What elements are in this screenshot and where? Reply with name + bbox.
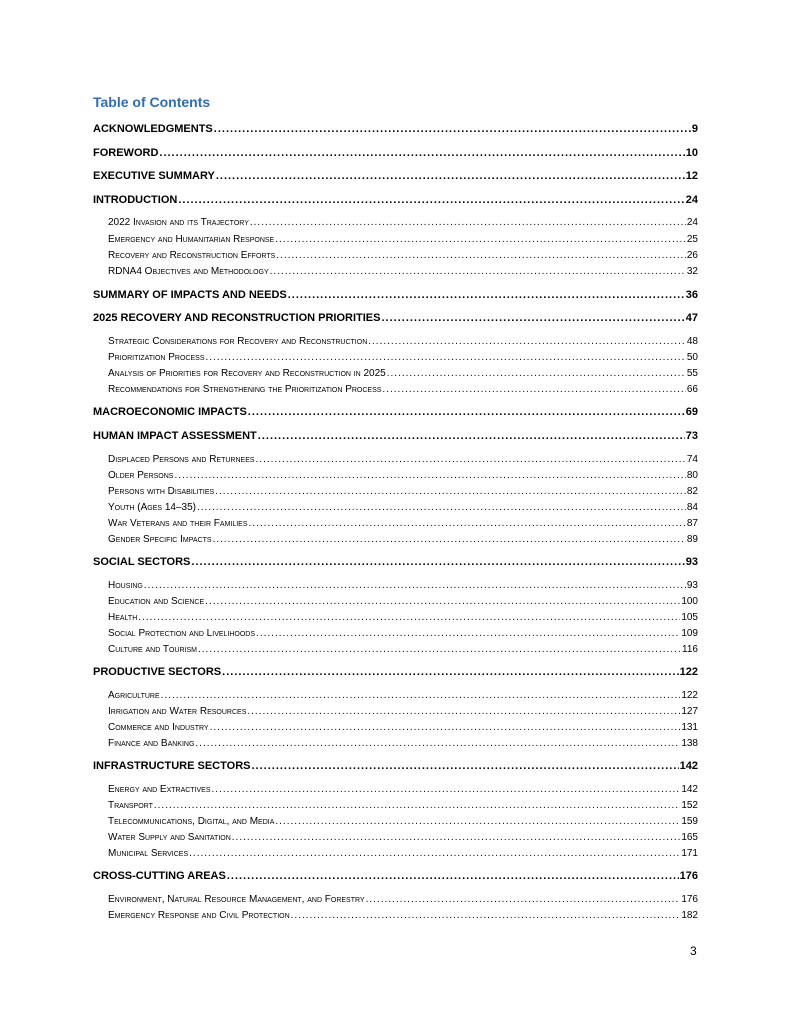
toc-section-entry[interactable] bbox=[93, 404, 698, 418]
toc-dot-leader bbox=[189, 848, 680, 859]
toc-entry-title: Social Protection and Livelihoods bbox=[108, 628, 256, 639]
toc-subsection-entry[interactable] bbox=[93, 704, 698, 717]
toc-dot-leader bbox=[276, 250, 686, 261]
toc-subsection-entry[interactable] bbox=[93, 782, 698, 795]
toc-dot-leader bbox=[197, 502, 686, 513]
toc-subsection-entry[interactable] bbox=[93, 232, 698, 245]
toc-dot-leader bbox=[275, 234, 686, 245]
toc-dot-leader bbox=[232, 832, 681, 843]
toc-section-entry[interactable] bbox=[93, 168, 698, 182]
toc-subsection-entry[interactable] bbox=[93, 452, 698, 465]
toc-dot-leader bbox=[275, 816, 680, 827]
toc-dot-leader bbox=[215, 486, 686, 497]
toc-page-number: 36 bbox=[685, 289, 698, 301]
page-number: 3 bbox=[690, 944, 697, 958]
toc-dot-leader bbox=[178, 194, 684, 206]
toc-dot-leader bbox=[381, 312, 684, 324]
toc-section-entry[interactable] bbox=[93, 121, 698, 135]
toc-page-number: 50 bbox=[686, 352, 698, 363]
toc-subsection-entry[interactable] bbox=[93, 610, 698, 623]
toc-page-number: 142 bbox=[681, 784, 698, 795]
toc-entry-title: Telecommunications, Digital, and Media bbox=[108, 816, 275, 827]
toc-entry-title: Gender Specific Impacts bbox=[108, 534, 212, 545]
toc-page-number: 26 bbox=[686, 250, 698, 261]
toc-entry-title: MACROECONOMIC IMPACTS bbox=[93, 406, 247, 418]
toc-entry-title: RDNA4 Objectives and Methodology bbox=[108, 266, 269, 277]
toc-subsection-entry[interactable] bbox=[93, 736, 698, 749]
toc-subsection-entry[interactable] bbox=[93, 264, 698, 277]
toc-entry-title: War Veterans and their Families bbox=[108, 518, 248, 529]
toc-dot-leader bbox=[138, 612, 680, 623]
toc-subsection-entry[interactable] bbox=[93, 814, 698, 827]
toc-section-entry[interactable] bbox=[93, 758, 698, 772]
toc-entry-title: Persons with Disabilities bbox=[108, 486, 215, 497]
toc-section-entry[interactable] bbox=[93, 310, 698, 324]
toc-page-number: 82 bbox=[686, 486, 698, 497]
toc-dot-leader bbox=[210, 722, 681, 733]
toc-dot-leader bbox=[382, 384, 685, 395]
toc-dot-leader bbox=[387, 368, 686, 379]
toc-entry-title: CROSS-CUTTING AREAS bbox=[93, 870, 226, 882]
toc-dot-leader bbox=[213, 534, 686, 545]
toc-page-number: 127 bbox=[681, 706, 698, 717]
toc-page-number: 159 bbox=[681, 816, 698, 827]
toc-page-number: 122 bbox=[681, 690, 698, 701]
toc-subsection-entry[interactable] bbox=[93, 484, 698, 497]
toc-page-number: 84 bbox=[686, 502, 698, 513]
toc-entry-title: Prioritization Process bbox=[108, 352, 205, 363]
toc-dot-leader bbox=[258, 430, 685, 442]
toc-subsection-entry[interactable] bbox=[93, 350, 698, 363]
toc-page-number: 93 bbox=[685, 556, 698, 568]
toc-page-number: 122 bbox=[679, 666, 698, 678]
toc-subsection-entry[interactable] bbox=[93, 892, 698, 905]
toc-section-entry[interactable] bbox=[93, 192, 698, 206]
toc-subsection-entry[interactable] bbox=[93, 500, 698, 513]
toc-page-number: 73 bbox=[685, 430, 698, 442]
toc-subsection-entry[interactable] bbox=[93, 516, 698, 529]
toc-dot-leader bbox=[195, 738, 680, 749]
toc-subsection-entry[interactable] bbox=[93, 720, 698, 733]
toc-dot-leader bbox=[144, 580, 686, 591]
toc-dot-leader bbox=[248, 406, 685, 418]
toc-page-number: 87 bbox=[686, 518, 698, 529]
toc-dot-leader bbox=[288, 289, 685, 301]
toc-entry-title: Strategic Considerations for Recovery and Reconstruction bbox=[108, 336, 368, 347]
toc-entry-title: HUMAN IMPACT ASSESSMENT bbox=[93, 430, 257, 442]
toc-page-number: 109 bbox=[681, 628, 698, 639]
toc-page-number: 66 bbox=[686, 384, 698, 395]
toc-entry-title: Agriculture bbox=[108, 690, 160, 701]
toc-page-number: 171 bbox=[681, 848, 698, 859]
toc-page-number: 165 bbox=[681, 832, 698, 843]
toc-dot-leader bbox=[161, 690, 681, 701]
toc-page-number: 138 bbox=[681, 738, 698, 749]
toc-subsection-entry[interactable] bbox=[93, 578, 698, 591]
toc-dot-leader bbox=[205, 596, 680, 607]
toc-dot-leader bbox=[251, 760, 678, 772]
toc-subsection-entry[interactable] bbox=[93, 532, 698, 545]
toc-dot-leader bbox=[291, 910, 681, 921]
toc-subsection-entry[interactable] bbox=[93, 642, 698, 655]
toc-dot-leader bbox=[191, 556, 684, 568]
toc-entry-title: Finance and Banking bbox=[108, 738, 195, 749]
toc-entry-title: Municipal Services bbox=[108, 848, 189, 859]
toc-dot-leader bbox=[270, 266, 686, 277]
toc-entry-title: SOCIAL SECTORS bbox=[93, 556, 191, 568]
toc-page-number: 80 bbox=[686, 470, 698, 481]
toc-entry-title: Water Supply and Sanitation bbox=[108, 832, 231, 843]
toc-entry-title: Environment, Natural Resource Management, and Forestry bbox=[108, 894, 365, 905]
toc-dot-leader bbox=[174, 470, 685, 481]
toc-page-number: 12 bbox=[685, 170, 698, 182]
toc-entry-title: INFRASTRUCTURE SECTORS bbox=[93, 760, 251, 772]
toc-dot-leader bbox=[247, 706, 680, 717]
toc-dot-leader bbox=[154, 800, 680, 811]
toc-dot-leader bbox=[250, 217, 686, 228]
toc-section-entry[interactable] bbox=[93, 664, 698, 678]
toc-subsection-entry[interactable] bbox=[93, 366, 698, 379]
toc-subsection-entry[interactable] bbox=[93, 830, 698, 843]
toc-page-number: 24 bbox=[686, 217, 698, 228]
toc-entry-title: 2022 Invasion and its Trajectory bbox=[108, 217, 249, 228]
toc-entry-title: Emergency Response and Civil Protection bbox=[108, 910, 290, 921]
toc-page-number: 105 bbox=[681, 612, 698, 623]
toc-subsection-entry[interactable] bbox=[93, 688, 698, 701]
toc-page-number: 100 bbox=[681, 596, 698, 607]
toc-entry-title: Recovery and Reconstruction Efforts bbox=[108, 250, 276, 261]
toc-entry-title: 2025 RECOVERY AND RECONSTRUCTION PRIORITIES bbox=[93, 312, 381, 324]
toc-page-number: 176 bbox=[681, 894, 698, 905]
toc-dot-leader bbox=[368, 336, 686, 347]
toc-page-number: 55 bbox=[686, 368, 698, 379]
toc-subsection-entry[interactable] bbox=[93, 798, 698, 811]
toc-dot-leader bbox=[256, 454, 686, 465]
toc-dot-leader bbox=[256, 628, 680, 639]
toc-subsection-entry[interactable] bbox=[93, 215, 698, 228]
toc-entry-title: PRODUCTIVE SECTORS bbox=[93, 666, 222, 678]
toc-subsection-entry[interactable] bbox=[93, 908, 698, 921]
toc-page-number: 89 bbox=[686, 534, 698, 545]
toc-entry-title: Youth (Ages 14–35) bbox=[108, 502, 196, 513]
toc-page-number: 74 bbox=[686, 454, 698, 465]
toc-page-number: 116 bbox=[682, 644, 698, 655]
toc-page-number: 25 bbox=[686, 234, 698, 245]
toc-page-number: 176 bbox=[679, 870, 698, 882]
toc-entry-title: Energy and Extractives bbox=[108, 784, 211, 795]
toc-page-number: 93 bbox=[686, 580, 698, 591]
toc-entry-title: SUMMARY OF IMPACTS AND NEEDS bbox=[93, 289, 287, 301]
toc-dot-leader bbox=[227, 870, 679, 882]
toc-page-number: 152 bbox=[681, 800, 698, 811]
toc-page-number: 142 bbox=[679, 760, 698, 772]
toc-entry-title: Recommendations for Strengthening the Prioritization Process bbox=[108, 384, 382, 395]
page-title: Table of Contents bbox=[93, 94, 211, 110]
toc-section-entry[interactable] bbox=[93, 287, 698, 301]
toc-entry-title: Irrigation and Water Resources bbox=[108, 706, 247, 717]
toc-dot-leader bbox=[198, 644, 681, 655]
toc-section-entry[interactable] bbox=[93, 145, 698, 159]
toc-entry-title: Education and Science bbox=[108, 596, 205, 607]
toc-dot-leader bbox=[159, 147, 684, 159]
toc-page-number: 10 bbox=[685, 147, 698, 159]
toc-dot-leader bbox=[212, 784, 681, 795]
toc-page-number: 69 bbox=[685, 406, 698, 418]
toc-entry-title: Displaced Persons and Returnees bbox=[108, 454, 255, 465]
toc-entry-title: Transport bbox=[108, 800, 153, 811]
toc-entry-title: EXECUTIVE SUMMARY bbox=[93, 170, 215, 182]
toc-dot-leader bbox=[366, 894, 681, 905]
toc-entry-title: Emergency and Humanitarian Response bbox=[108, 234, 275, 245]
toc-page-number: 182 bbox=[681, 910, 698, 921]
toc-page-number: 24 bbox=[685, 194, 698, 206]
toc-dot-leader bbox=[249, 518, 686, 529]
toc-section-entry[interactable] bbox=[93, 428, 698, 442]
toc-entry-title: Commerce and Industry bbox=[108, 722, 209, 733]
toc-section-entry[interactable] bbox=[93, 554, 698, 568]
toc-subsection-entry[interactable] bbox=[93, 468, 698, 481]
toc-entry-title: Housing bbox=[108, 580, 143, 591]
toc-section-entry[interactable] bbox=[93, 868, 698, 882]
toc-page-number: 9 bbox=[691, 123, 698, 135]
toc-entry-title: Older Persons bbox=[108, 470, 174, 481]
toc-entry-title: Culture and Tourism bbox=[108, 644, 197, 655]
toc-page-number: 47 bbox=[685, 312, 698, 324]
toc-subsection-entry[interactable] bbox=[93, 626, 698, 639]
toc-dot-leader bbox=[214, 123, 691, 135]
toc-subsection-entry[interactable] bbox=[93, 334, 698, 347]
toc-entry-title: INTRODUCTION bbox=[93, 194, 178, 206]
toc-entry-title: FOREWORD bbox=[93, 147, 159, 159]
toc-page-number: 131 bbox=[681, 722, 698, 733]
toc-subsection-entry[interactable] bbox=[93, 846, 698, 859]
toc-dot-leader bbox=[222, 666, 678, 678]
toc-entry-title: Analysis of Priorities for Recovery and Reconstruction in 2025 bbox=[108, 368, 386, 379]
toc-dot-leader bbox=[216, 170, 685, 182]
toc-subsection-entry[interactable] bbox=[93, 248, 698, 261]
toc-page-number: 48 bbox=[686, 336, 698, 347]
toc-subsection-entry[interactable] bbox=[93, 382, 698, 395]
toc-dot-leader bbox=[206, 352, 686, 363]
toc-entry-title: ACKNOWLEDGMENTS bbox=[93, 123, 213, 135]
toc-entry-title: Health bbox=[108, 612, 138, 623]
toc-subsection-entry[interactable] bbox=[93, 594, 698, 607]
toc-page-number: 32 bbox=[686, 266, 698, 277]
